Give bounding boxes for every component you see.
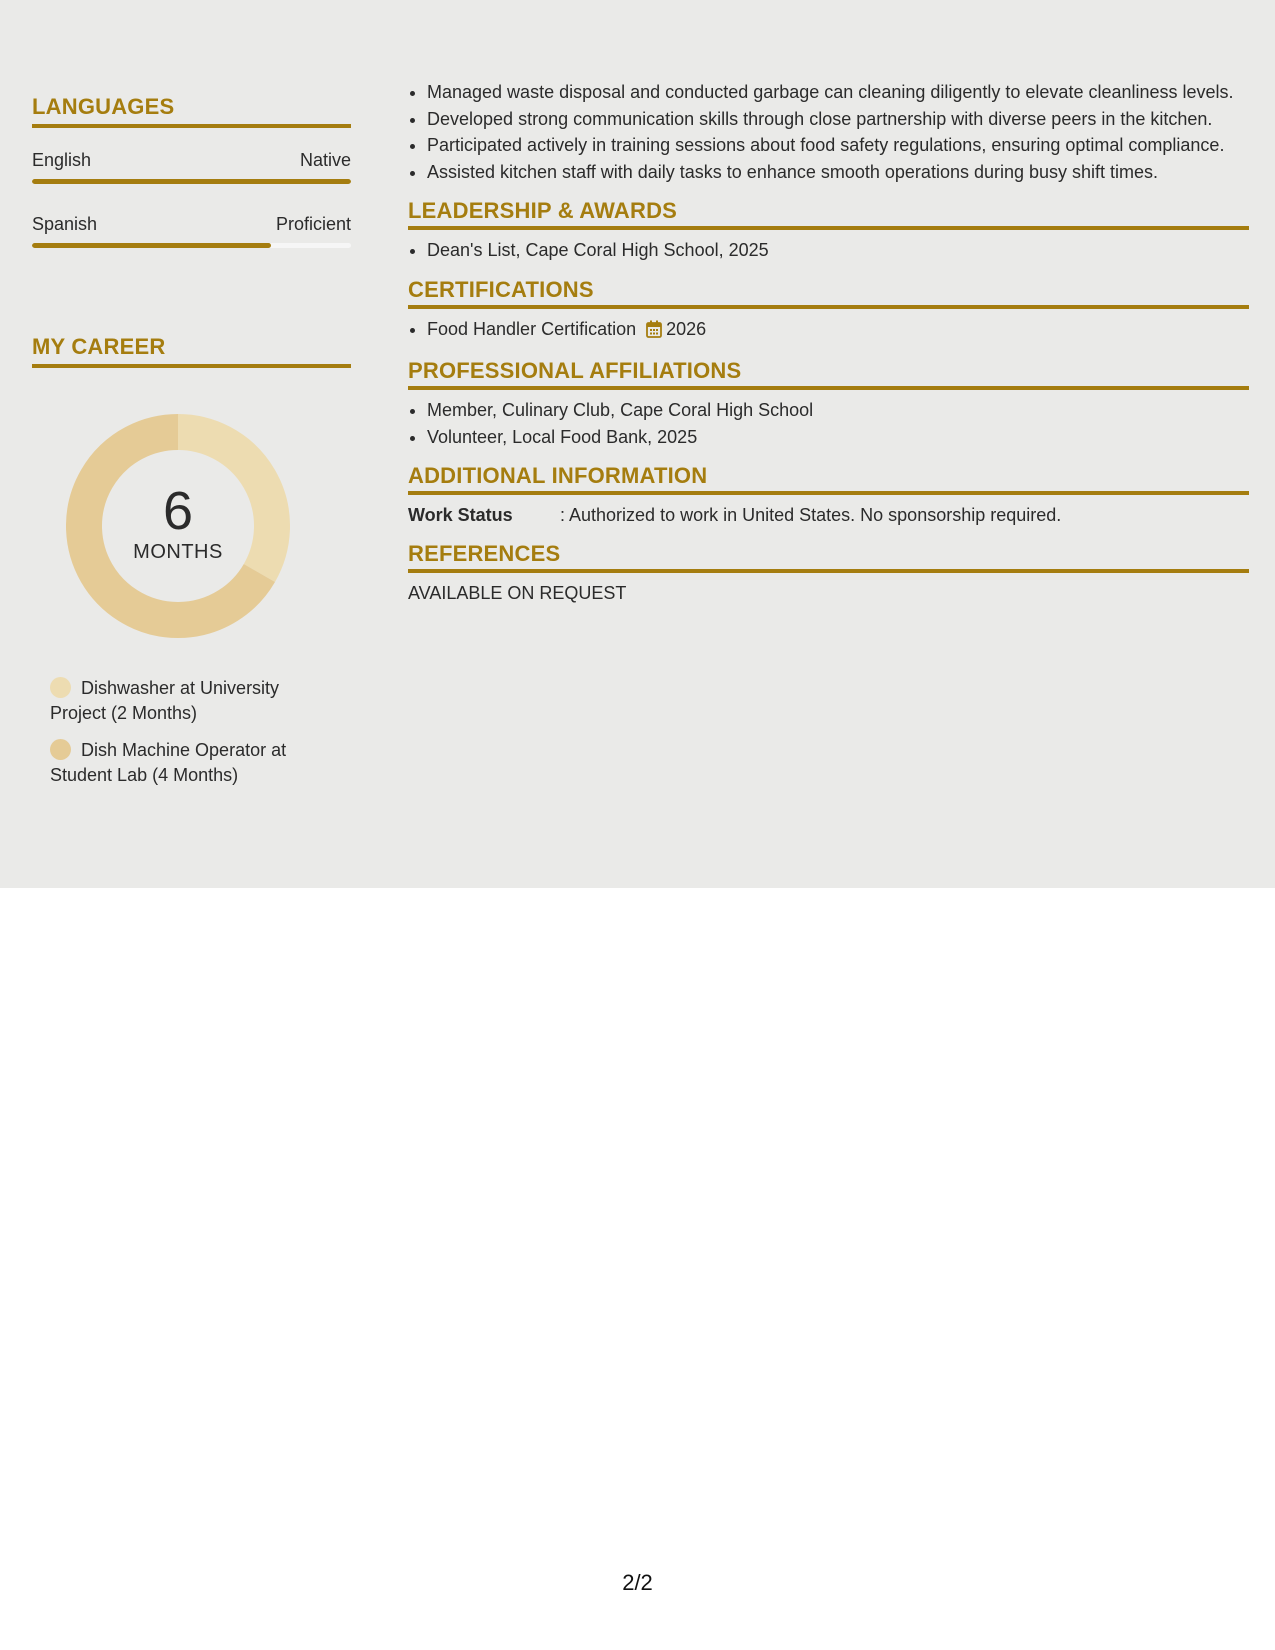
languages-section <box>32 94 351 248</box>
career-title: MY CAREER <box>32 334 351 368</box>
experience-bullets <box>408 80 1249 184</box>
certifications-list <box>408 317 1249 345</box>
certification-year: 2026 <box>666 318 707 339</box>
language-bar-fill <box>32 243 271 248</box>
career-unit: MONTHS <box>133 540 223 563</box>
language-name: Spanish <box>32 214 98 234</box>
language-level: Proficient <box>275 214 351 234</box>
list-item: • Member, Culinary Club, Cape Coral High School <box>427 398 1249 423</box>
certifications-title: CERTIFICATIONS <box>408 277 1249 309</box>
list-item: • Managed waste disposal and conducted garbage can cleaning diligently to elevate cleanliness levels. <box>427 80 1249 105</box>
list-item <box>427 317 1249 345</box>
additional-info-title: ADDITIONAL INFORMATION <box>408 463 1249 495</box>
list-item: • Assisted kitchen staff with daily tasks to enhance smooth operations during busy shift times. <box>427 160 1249 185</box>
legend-dot-1 <box>50 677 71 698</box>
legend-dot-2 <box>50 739 71 760</box>
career-total: 6 <box>162 480 194 541</box>
leadership-title: LEADERSHIP & AWARDS <box>408 198 1249 230</box>
language-bar <box>32 243 351 248</box>
language-item-english <box>32 150 351 184</box>
career-legend <box>50 676 340 800</box>
main-content <box>408 80 1249 605</box>
language-item-spanish <box>32 214 351 248</box>
work-status-row <box>408 503 1249 527</box>
donut-center <box>66 414 290 638</box>
work-status-label: Work Status <box>408 505 513 525</box>
languages-title: LANGUAGES <box>32 94 351 128</box>
language-bar-fill <box>32 179 351 184</box>
legend-item <box>50 738 340 788</box>
career-donut-chart <box>66 414 290 638</box>
page-number: 2/2 <box>622 1570 653 1595</box>
work-status-value: : Authorized to work in United States. No sponsorship required. <box>560 505 1062 525</box>
affiliations-title: PROFESSIONAL AFFILIATIONS <box>408 358 1249 390</box>
language-name: English <box>32 150 92 170</box>
list-item: • Participated actively in training sessions about food safety regulations, ensuring optimal compliance. <box>427 133 1249 158</box>
list-item: • Dean's List, Cape Coral High School, 2025 <box>427 238 1249 263</box>
legend-item <box>50 676 340 726</box>
references-text: AVAILABLE ON REQUEST <box>408 583 627 603</box>
references-title: REFERENCES <box>408 541 1249 573</box>
language-level: Native <box>299 150 351 170</box>
leadership-list <box>408 238 1249 263</box>
legend-label: Dishwasher at University Project (2 Months) <box>50 678 280 723</box>
language-bar <box>32 179 351 184</box>
certification-name: Food Handler Certification <box>427 318 637 339</box>
legend-label: Dish Machine Operator at Student Lab (4 Months) <box>50 740 287 785</box>
list-item: • Volunteer, Local Food Bank, 2025 <box>427 425 1249 450</box>
calendar-icon <box>646 320 662 345</box>
career-section <box>32 334 351 368</box>
affiliations-list <box>408 398 1249 449</box>
list-item: • Developed strong communication skills through close partnership with diverse peers in the kitchen. <box>427 107 1249 132</box>
